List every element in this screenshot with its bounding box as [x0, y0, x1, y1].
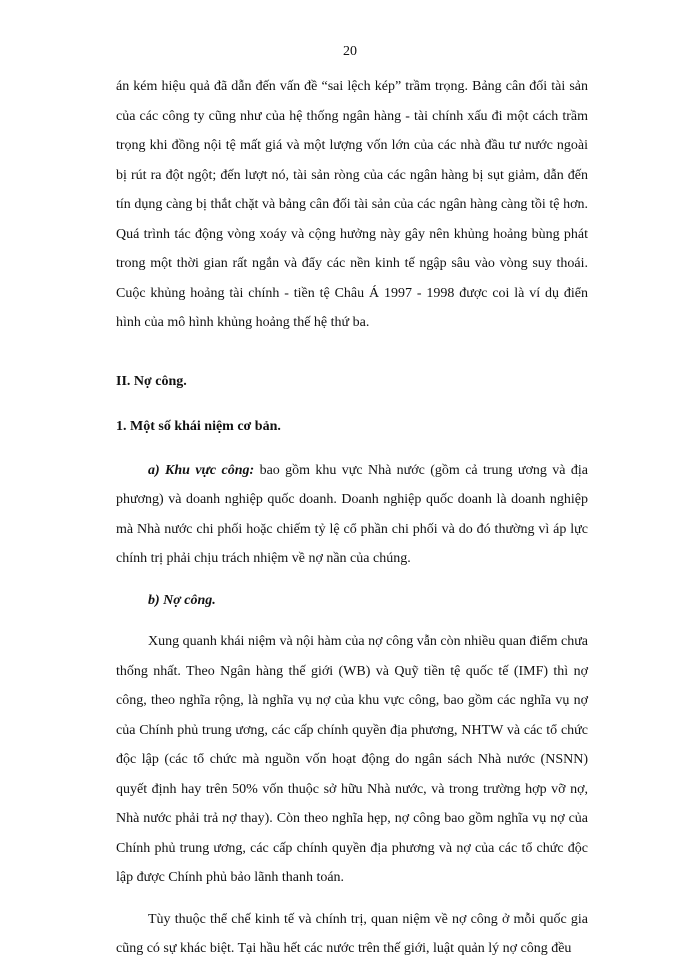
page-number: 20	[343, 44, 357, 59]
document-body	[116, 72, 588, 964]
definition-public-sector	[116, 456, 588, 574]
definition-text: bao gồm khu vực Nhà nước (gồm cả trung ương và địa phương) và doanh nghiệp quốc doanh. Doanh nghiệp quốc doanh là doanh nghiệp mà Nhà nước chi phối hoặc chiếm tỷ lệ cổ phần chi phối và do đó thường vì áp lực chính trị phải chịu trách nhiệm về nợ nần của chúng.	[116, 462, 588, 566]
subsection-heading: 1. Một số khái niệm cơ bản.	[116, 419, 281, 434]
intro-paragraph: án kém hiệu quả đã dẫn đến vấn đề “sai lệch kép” trầm trọng. Bảng cân đối tài sản của các công ty cũng như của hệ thống ngân hàng - tài chính xấu đi một cách trầm trọng khi đồng nội tệ mất giá và một lượng vốn lớn của các nhà đầu tư nước ngoài bị rút ra đột ngột; đến lượt nó, tài sản ròng của các ngân hàng bị sụt giảm, dẫn đến tín dụng càng bị thắt chặt và bảng cân đối tài sản của các ngân hàng càng tồi tệ hơn. Quá trình tác động vòng xoáy và cộng hưởng này gây nên khủng hoảng bùng phát trong một thời gian rất ngắn và đẩy các nền kinh tế ngập sâu vào vòng suy thoái. Cuộc khủng hoảng tài chính - tiền tệ Châu Á 1997 - 1998 được coi là ví dụ điển hình của mô hình khủng hoảng thế hệ thứ ba.	[116, 79, 588, 330]
institution-paragraph: Tùy thuộc thể chế kinh tế và chính trị, quan niệm về nợ công ở mỗi quốc gia cũng có sự khác biệt. Tại hầu hết các nước trên thế giới, luật quản lý nợ công đều	[116, 911, 588, 956]
section-heading: II. Nợ công.	[116, 373, 187, 389]
public-debt-subheading: b) Nợ công.	[148, 592, 216, 608]
definition-label: a) Khu vực công:	[148, 462, 255, 478]
public-debt-paragraph: Xung quanh khái niệm và nội hàm của nợ công vẫn còn nhiều quan điểm chưa thống nhất. Theo Ngân hàng thế giới (WB) và Quỹ tiền tệ quốc tế (IMF) thì nợ công, theo nghĩa rộng, là nghĩa vụ nợ của khu vực công, bao gồm các nghĩa vụ nợ của Chính phủ trung ương, các cấp chính quyền địa phương, NHTW và các tổ chức độc lập (các tổ chức mà nguồn vốn hoạt động do ngân sách Nhà nước (NSNN) quyết định hay trên 50% vốn thuộc sở hữu Nhà nước, và trong trường hợp vỡ nợ, Nhà nước phải trả nợ thay). Còn theo nghĩa hẹp, nợ công bao gồm nghĩa vụ nợ của Chính phủ trung ương, các cấp chính quyền địa phương và nợ của các tổ chức độc lập được Chính phủ bảo lãnh thanh toán.	[116, 634, 588, 885]
